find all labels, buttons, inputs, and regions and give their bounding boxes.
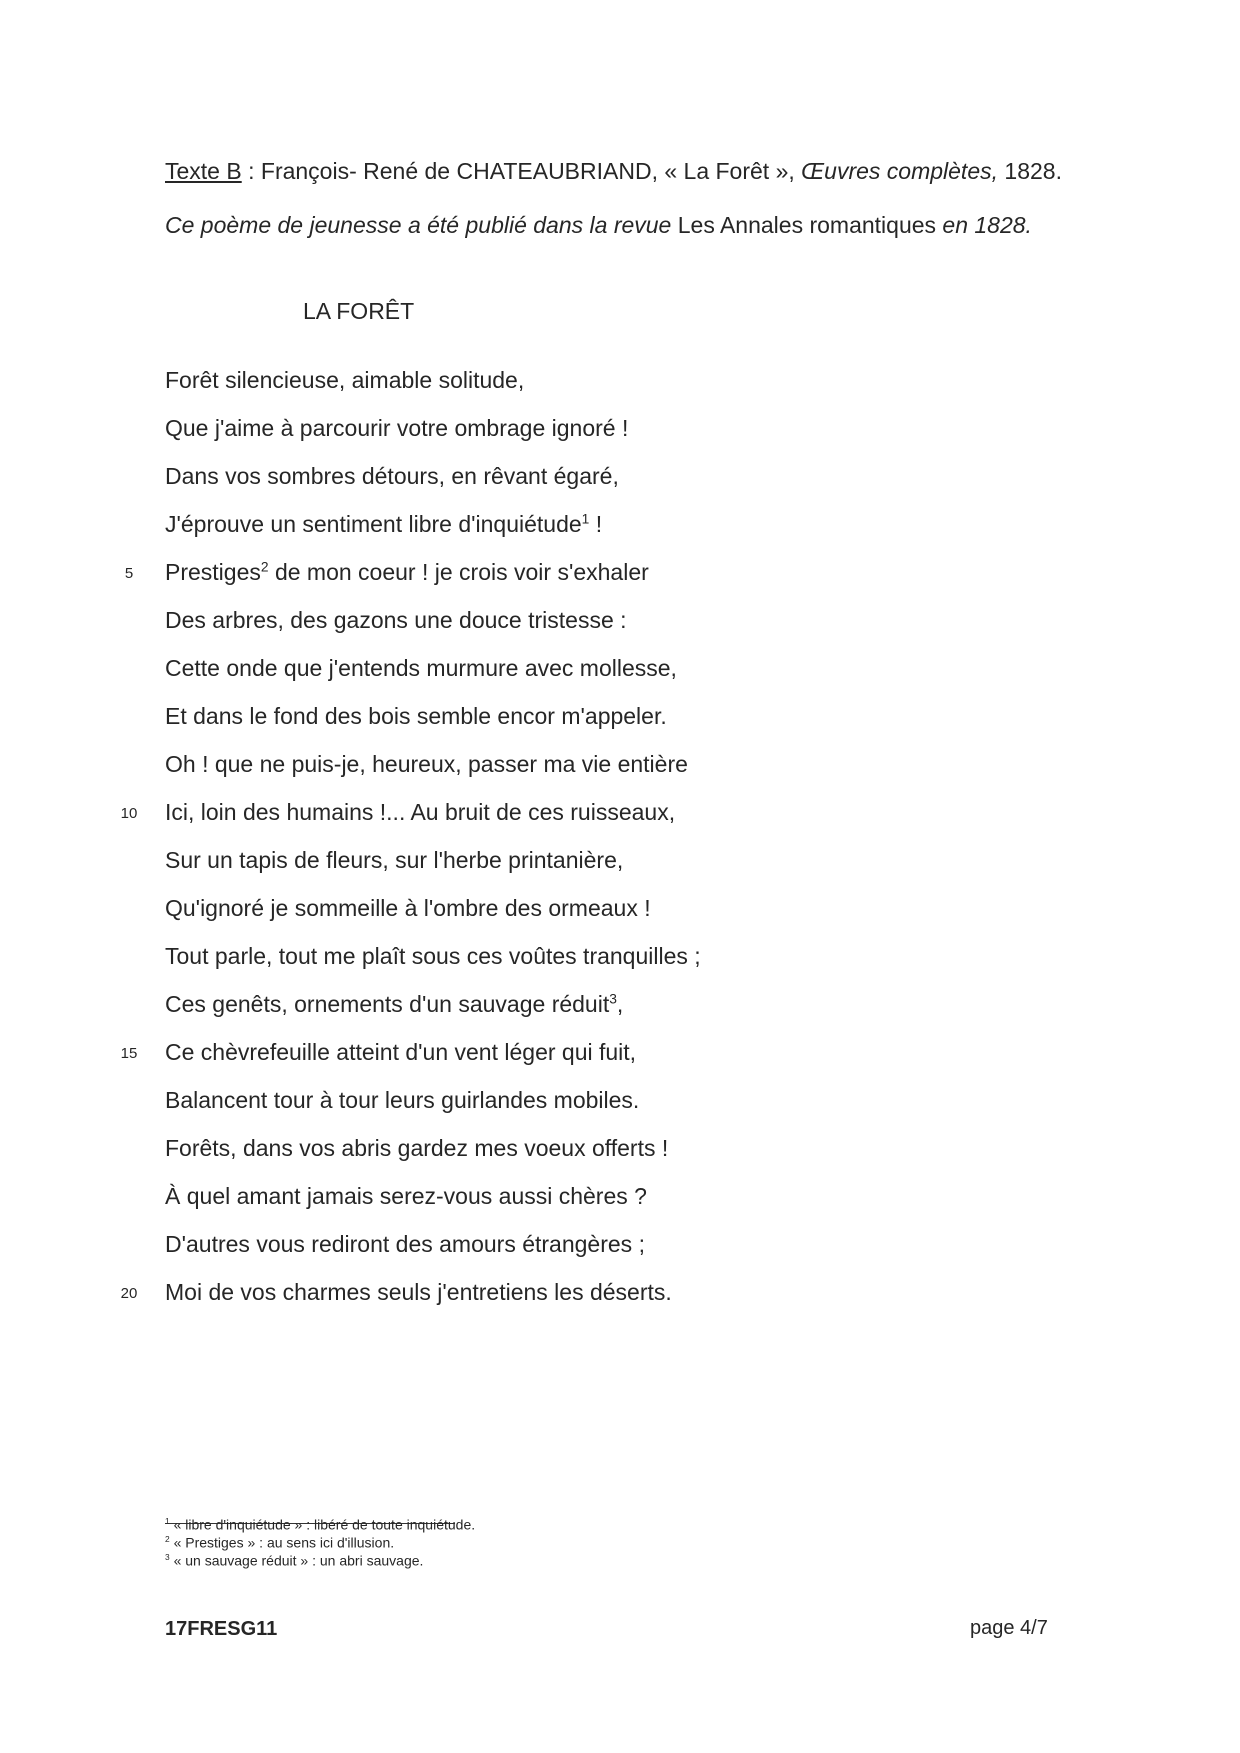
verse-text: D'autres vous rediront des amours étrangères ;: [165, 1231, 645, 1257]
poem-line: [165, 943, 701, 970]
verse-text: Prestiges: [165, 559, 261, 585]
poem-line: [165, 655, 677, 682]
verse-text: Ici, loin des humains !... Au bruit de ces ruisseaux,: [165, 799, 676, 825]
poem-line: [165, 1135, 668, 1162]
verse-text-after: ,: [616, 991, 624, 1017]
footnote-number: 2: [165, 1534, 170, 1544]
page-number: page 4/7: [970, 1617, 1048, 1639]
footnote-number: 3: [165, 1552, 170, 1562]
publication-year: 1828.: [998, 158, 1062, 184]
footnote-ref: 1: [581, 511, 590, 527]
document-code: 17FRESG11: [165, 1618, 278, 1640]
text-label: Texte B: [165, 158, 242, 184]
footnote-ref: 3: [609, 991, 617, 1007]
line-number: 20: [120, 1285, 138, 1302]
verse-text: Qu'ignoré je sommeille à l'ombre des ormeaux !: [165, 895, 651, 921]
poem-line: [165, 463, 619, 490]
poem-line: [165, 559, 649, 586]
poem-line: [165, 895, 651, 922]
verse-text: Forêts, dans vos abris gardez mes voeux offerts !: [165, 1135, 669, 1161]
verse-text-after: de mon coeur ! je crois voir s'exhaler: [268, 559, 649, 585]
poem-line: [165, 1231, 645, 1258]
verse-text: Tout parle, tout me plaît sous ces voûtes tranquilles ;: [165, 943, 701, 969]
verse-text: Des arbres, des gazons une douce tristesse :: [165, 607, 627, 633]
verse-text: À quel amant jamais serez-vous aussi chères ?: [165, 1183, 647, 1209]
verse-text: Et dans le fond des bois semble encor m'appeler.: [165, 703, 667, 729]
source-line: [165, 158, 1062, 185]
verse-text: Oh ! que ne puis-je, heureux, passer ma vie entière: [165, 751, 688, 777]
poem-line: [165, 751, 688, 778]
line-number: 5: [124, 565, 134, 582]
verse-text: Que j'aime à parcourir votre ombrage ignoré !: [165, 415, 629, 441]
poem-line: [165, 1087, 639, 1114]
poem-line: [165, 607, 627, 634]
footnote-text: « Prestiges » : au sens ici d'illusion.: [173, 1534, 395, 1551]
footnote-text: « libre d'inquiétude » : libéré de toute inquiétude.: [173, 1516, 476, 1533]
line-number: 10: [120, 805, 138, 822]
poem-line: [165, 1039, 636, 1066]
poem-line: [165, 991, 623, 1018]
poem-line: [165, 799, 675, 826]
poem-line: [165, 367, 524, 394]
verse-text: Forêt silencieuse, aimable solitude,: [165, 367, 525, 393]
poem-line: [165, 847, 623, 874]
verse-text: J'éprouve un sentiment libre d'inquiétude: [165, 511, 582, 537]
poem-line: [165, 415, 628, 442]
verse-text: Ces genêts, ornements d'un sauvage réduit: [165, 991, 610, 1017]
line-number: 15: [120, 1045, 138, 1062]
verse-text-after: !: [589, 511, 603, 537]
verse-text: Ce chèvrefeuille atteint d'un vent léger qui fuit,: [165, 1039, 637, 1065]
footnote: [165, 1552, 423, 1569]
footnote: [165, 1534, 394, 1551]
footnote-ref: 2: [260, 559, 269, 575]
intro-part2: en 1828.: [936, 212, 1032, 238]
footnote: [165, 1516, 475, 1533]
footnote-text: « un sauvage réduit » : un abri sauvage.: [173, 1552, 424, 1569]
verse-text: Cette onde que j'entends murmure avec mollesse,: [165, 655, 677, 681]
journal-name: Les Annales romantiques: [677, 212, 937, 238]
footnote-number: 1: [165, 1516, 170, 1526]
author-title: François- René de CHATEAUBRIAND, « La Forêt »,: [260, 158, 802, 184]
work-title: Œuvres complètes,: [801, 158, 999, 184]
label-separator: :: [241, 158, 261, 184]
poem-title: LA FORÊT: [303, 298, 415, 324]
verse-text: Balancent tour à tour leurs guirlandes mobiles.: [165, 1087, 640, 1113]
poem-line: [165, 1183, 647, 1210]
verse-text: Moi de vos charmes seuls j'entretiens les déserts.: [165, 1279, 672, 1305]
verse-text: Sur un tapis de fleurs, sur l'herbe printanière,: [165, 847, 624, 873]
intro-line: [165, 212, 1032, 239]
poem-line: [165, 1279, 672, 1306]
poem-line: [165, 703, 667, 730]
intro-part1: Ce poème de jeunesse a été publié dans la revue: [165, 212, 678, 238]
poem-line: [165, 511, 602, 538]
verse-text: Dans vos sombres détours, en rêvant égaré,: [165, 463, 619, 489]
